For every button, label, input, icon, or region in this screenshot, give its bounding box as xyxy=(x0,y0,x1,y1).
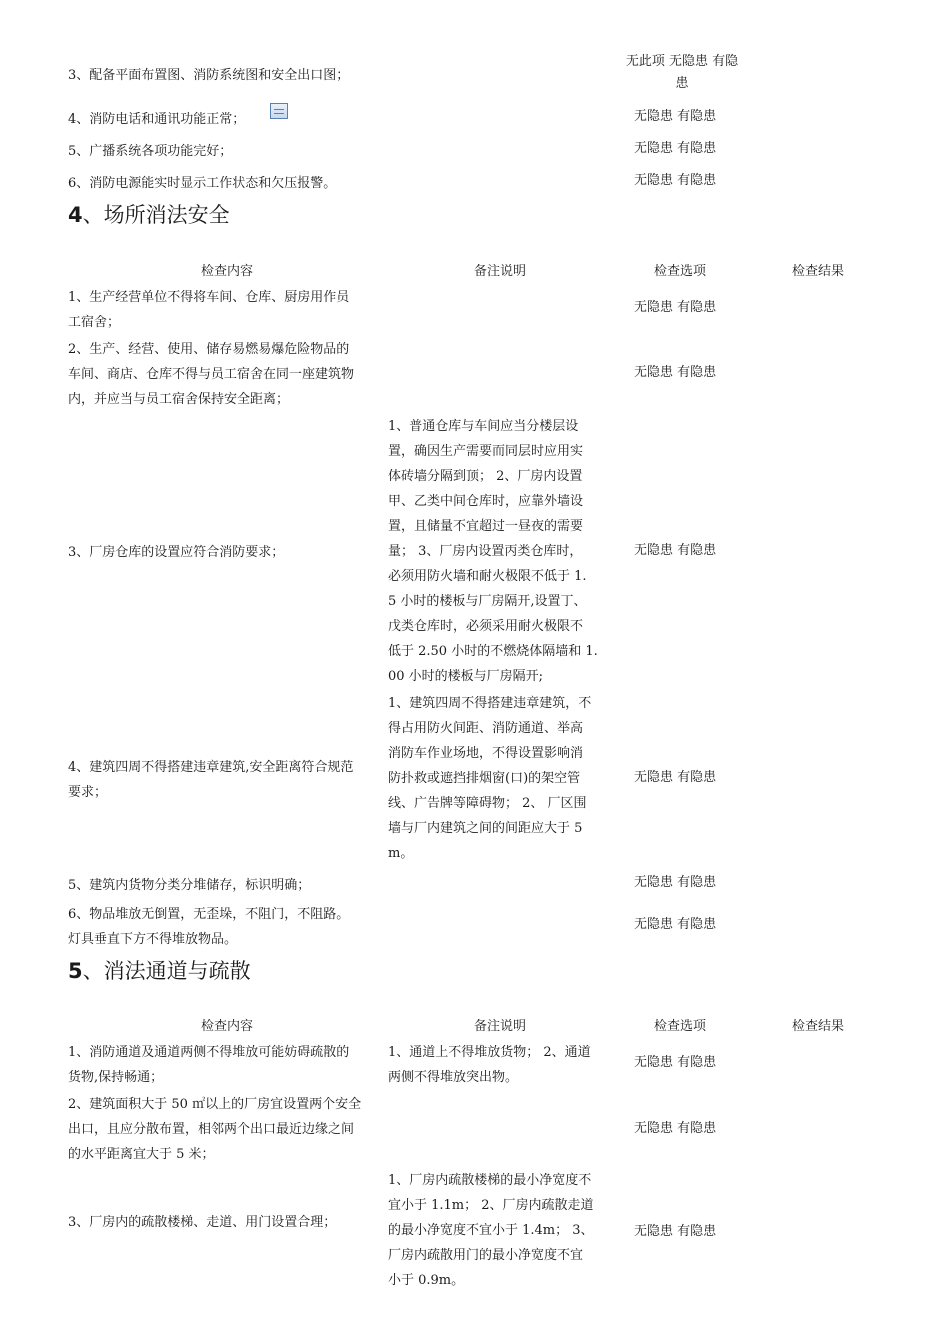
check-option: 无隐患 有隐患 xyxy=(634,770,717,785)
text-line: 宜小于 1.1m； 2、厂房内疏散走道 xyxy=(388,1198,594,1213)
check-option: 无隐患 有隐患 xyxy=(634,917,717,932)
text-line: 2、建筑面积大于 50 ㎡以上的厂房宜设置两个安全 xyxy=(68,1097,362,1112)
check-item: 3、厂房内的疏散楼梯、走道、用门设置合理； xyxy=(68,1215,337,1230)
check-option: 无隐患 有隐患 xyxy=(634,365,717,380)
text-line: 1、消防通道及通道两侧不得堆放可能妨碍疏散的 xyxy=(68,1045,350,1060)
section-heading xyxy=(68,956,251,986)
column-header-note: 备注说明 xyxy=(473,1019,526,1034)
text-line: 防扑救或遮挡排烟窗(口)的架空管 xyxy=(388,771,581,786)
text-line: 00 小时的楼板与厂房隔开; xyxy=(388,669,544,684)
section-title: 、消法通道与疏散 xyxy=(82,959,251,983)
text-line: 厂房内疏散用门的最小净宽度不宜 xyxy=(388,1248,584,1263)
check-item xyxy=(68,902,386,952)
check-item xyxy=(68,285,386,335)
text-line: 必须用防火墙和耐火极限不低于 1. xyxy=(388,569,587,584)
check-note xyxy=(388,1040,612,1090)
check-option: 无隐患 有隐患 xyxy=(634,1224,717,1239)
text-line: 出口，且应分散布置，相邻两个出口最近边缘之间 xyxy=(68,1122,355,1137)
check-note xyxy=(388,691,612,866)
text-line: 车间、商店、仓库不得与员工宿舍在同一座建筑物 xyxy=(68,367,355,382)
section-number: 4 xyxy=(68,203,83,227)
text-line: 1、普通仓库与车间应当分楼层设 xyxy=(388,419,579,434)
check-option: 无隐患 有隐患 xyxy=(634,1055,717,1070)
text-line: 墙与厂内建筑之间的间距应大于 5 xyxy=(388,821,583,836)
text-line: 5 小时的楼板与厂房隔开,设置丁、 xyxy=(388,594,587,609)
text-line: 要求； xyxy=(68,785,108,800)
text-line: 消防车作业场地，不得设置影响消 xyxy=(388,746,584,761)
text-line: 体砖墙分隔到顶； 2、厂房内设置 xyxy=(388,469,583,484)
column-header-option: 检查选项 xyxy=(653,1019,706,1034)
text-line: 1、生产经营单位不得将车间、仓库、厨房用作员 xyxy=(68,290,350,305)
section-heading xyxy=(68,200,230,230)
text-line: 小于 0.9m。 xyxy=(388,1273,465,1288)
text-line: 1、通道上不得堆放货物； 2、通道 xyxy=(388,1045,591,1060)
check-option: 无隐患 有隐患 xyxy=(634,875,717,890)
text-line: 低于 2.50 小时的不燃烧体隔墙和 1. xyxy=(388,644,598,659)
text-line: 工宿舍； xyxy=(68,315,121,330)
section-number: 5 xyxy=(68,959,83,983)
document-icon xyxy=(270,103,288,119)
column-header-content: 检查内容 xyxy=(200,264,253,279)
text-line: 戊类仓库时，必须采用耐火极限不 xyxy=(388,619,584,634)
check-item: 3、厂房仓库的设置应符合消防要求； xyxy=(68,545,285,560)
text-line: 得占用防火间距、消防通道、举高 xyxy=(388,721,584,736)
check-option: 无隐患 有隐患 xyxy=(634,173,717,188)
check-option xyxy=(616,51,748,95)
column-header-note: 备注说明 xyxy=(473,264,526,279)
check-option: 无隐患 有隐患 xyxy=(634,109,717,124)
check-item xyxy=(68,1092,386,1167)
column-header-result: 检查结果 xyxy=(791,1019,844,1034)
check-item xyxy=(68,337,386,412)
text-line: 1、建筑四周不得搭建违章建筑，不 xyxy=(388,696,592,711)
text-line: 的水平距离宜大于 5 米； xyxy=(68,1147,215,1162)
text-line: 置，确因生产需要而同层时应用实 xyxy=(388,444,584,459)
text-line: 1、厂房内疏散楼梯的最小净宽度不 xyxy=(388,1173,592,1188)
text-line: 灯具垂直下方不得堆放物品。 xyxy=(68,932,238,947)
column-header-option: 检查选项 xyxy=(653,264,706,279)
column-header-content: 检查内容 xyxy=(200,1019,253,1034)
text-line: 甲、乙类中间仓库时，应靠外墙设 xyxy=(388,494,584,509)
check-option: 无隐患 有隐患 xyxy=(634,543,717,558)
check-note xyxy=(388,414,612,689)
check-item: 5、广播系统各项功能完好； xyxy=(68,144,233,159)
text-line: 内，并应当与员工宿舍保持安全距离； xyxy=(68,392,290,407)
text-line: 两侧不得堆放突出物。 xyxy=(388,1070,519,1085)
text-line: 的最小净宽度不宜小于 1.4m； 3、 xyxy=(388,1223,594,1238)
text-line: 货物,保持畅通； xyxy=(68,1070,164,1085)
text-line: 线、广告牌等障碍物； 2、 厂区围 xyxy=(388,796,587,811)
check-item xyxy=(68,1040,386,1090)
section-title: 、场所消法安全 xyxy=(82,203,230,227)
check-item: 4、消防电话和通讯功能正常； xyxy=(68,112,246,127)
text-line: 量； 3、厂房内设置丙类仓库时， xyxy=(388,544,583,559)
text-line: 2、生产、经营、使用、储存易燃易爆危险物品的 xyxy=(68,342,350,357)
text-line: m。 xyxy=(388,846,414,861)
check-item: 6、消防电源能实时显示工作状态和欠压报警。 xyxy=(68,176,337,191)
check-option: 无隐患 有隐患 xyxy=(634,141,717,156)
check-option: 无隐患 有隐患 xyxy=(634,300,717,315)
text-line: 置，且储量不宜超过一昼夜的需要 xyxy=(388,519,584,534)
check-note xyxy=(388,1168,612,1293)
text-line: 4、建筑四周不得搭建违章建筑,安全距离符合规范 xyxy=(68,760,354,775)
text-line: 6、物品堆放无倒置，无歪垛，不阻门，不阻路。 xyxy=(68,907,350,922)
check-item xyxy=(68,755,386,805)
option-line: 患 xyxy=(675,76,689,91)
check-item: 5、建筑内货物分类分堆储存，标识明确； xyxy=(68,878,311,893)
column-header-result: 检查结果 xyxy=(791,264,844,279)
option-line: 无此项 无隐患 有隐 xyxy=(625,54,739,69)
check-option: 无隐患 有隐患 xyxy=(634,1121,717,1136)
check-item: 3、配备平面布置图、消防系统图和安全出口图； xyxy=(68,68,350,83)
